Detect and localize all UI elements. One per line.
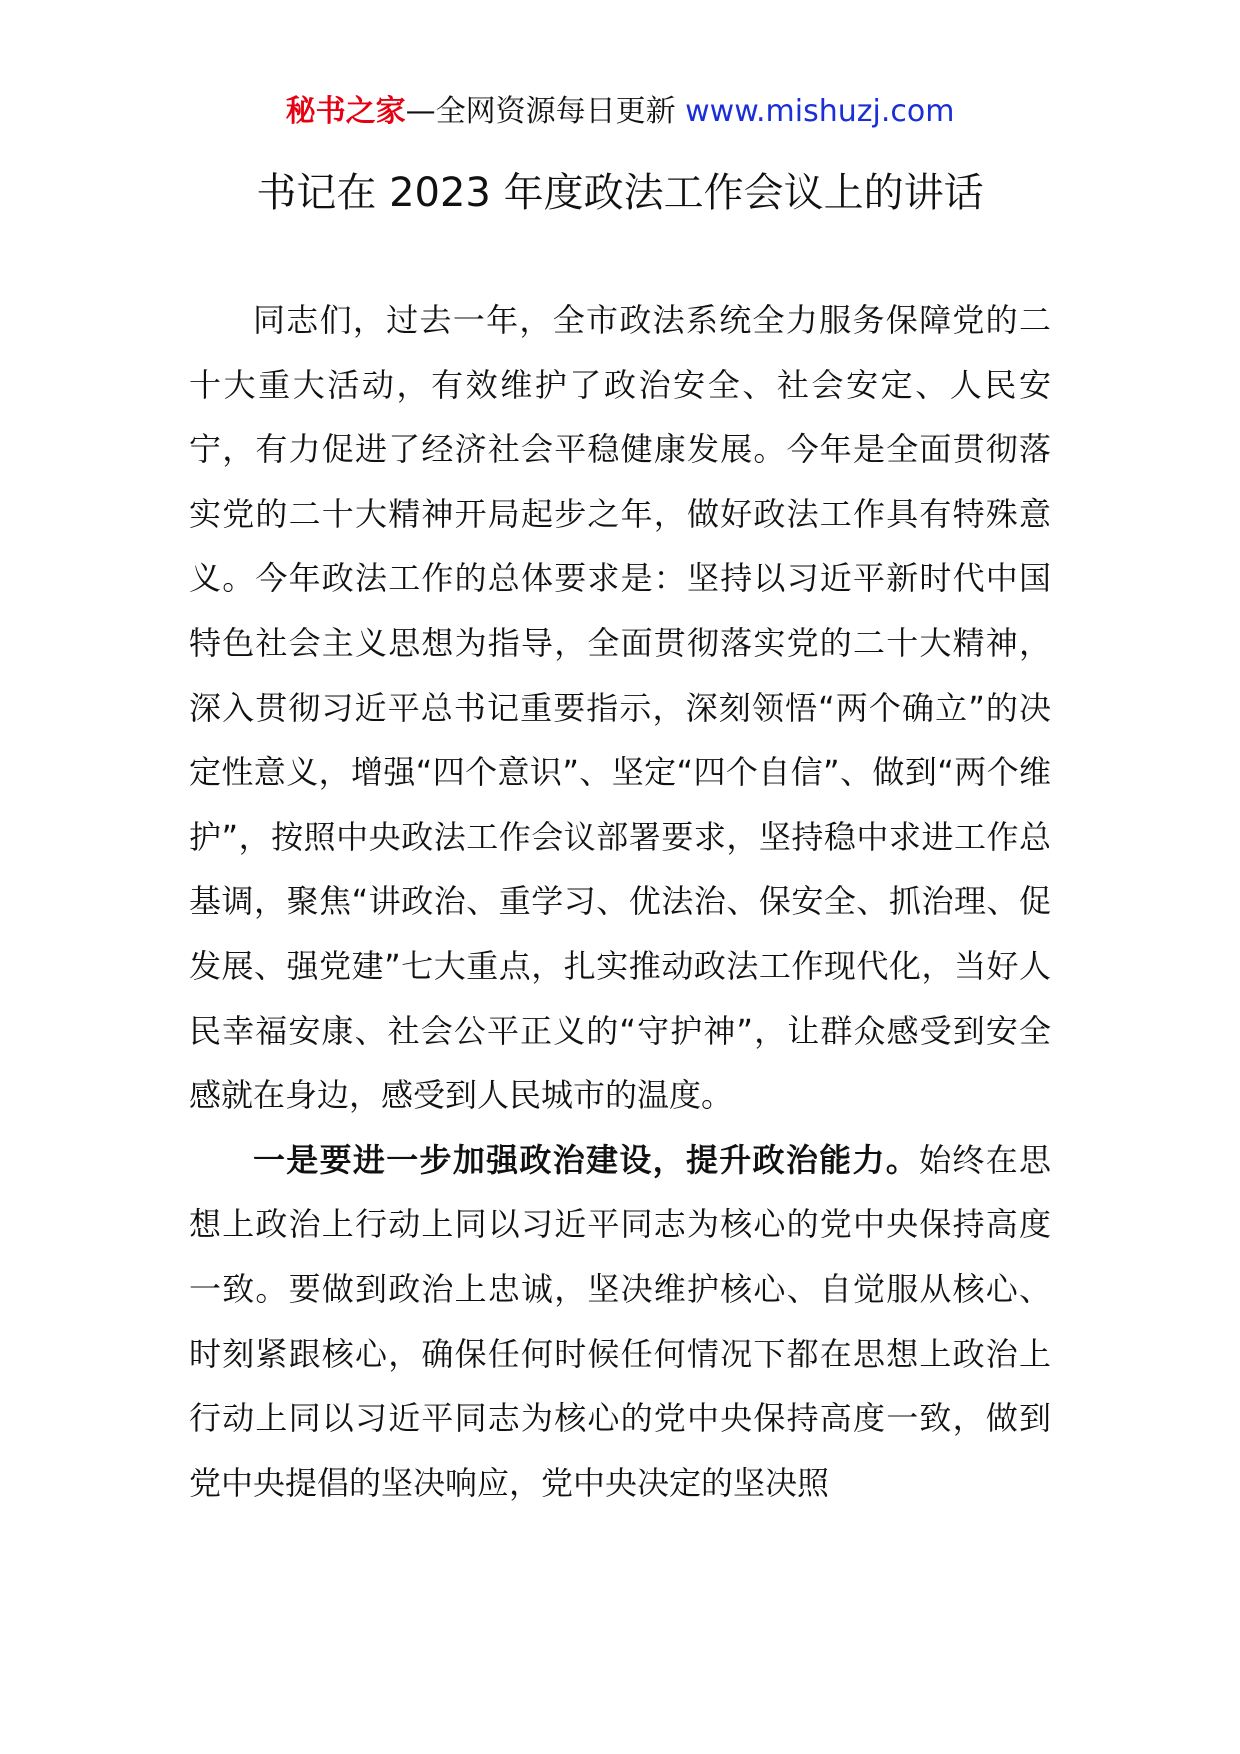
brand-name: 秘书之家 — [285, 94, 406, 129]
document-title: 书记在 2023 年度政法工作会议上的讲话 — [256, 170, 984, 216]
paragraph-point-one-text: 始终在思想上政治上行动上同以习近平同志为核心的党中央保持高度一致。要做到政治上忠诚，坚决维护核心、自觉服从核心、时刻紧跟核心，确保任何时候任何情况下都在思想上政治上行动上同以习近平同志为核心的党中央保持高度一致，做到党中央提倡的坚决响应，党中央决定的坚决照 — [189, 1140, 1051, 1502]
paragraph-intro — [189, 288, 1051, 1128]
document-body — [189, 288, 1051, 1515]
site-url-link[interactable]: www.mishuzj.com — [685, 94, 955, 129]
header-tagline: —全网资源每日更新 — [405, 94, 676, 129]
paragraph-point-one — [189, 1128, 1051, 1516]
site-header — [0, 92, 1240, 132]
paragraph-intro-text: 同志们，过去一年，全市政法系统全力服务保障党的二十大重大活动，有效维护了政治安全、社会安定、人民安宁，有力促进了经济社会平稳健康发展。今年是全面贯彻落实党的二十大精神开局起步之年，做好政法工作具有特殊意义。今年政法工作的总体要求是：坚持以习近平新时代中国特色社会主义思想为指导，全面贯彻落实党的二十大精神，深入贯彻习近平总书记重要指示，深刻领悟“两个确立”的决定性意义，增强“四个意识”、坚定“四个自信”、做到“两个维护”，按照中央政法工作会议部署要求，坚持稳中求进工作总基调，聚焦“讲政治、重学习、优法治、保安全、抓治理、促发展、强党建”七大重点，扎实推动政法工作现代化，当好人民幸福安康、社会公平正义的“守护神”，让群众感受到安全感就在身边，感受到人民城市的温度。 — [189, 301, 1051, 1115]
paragraph-point-one-lead: 一是要进一步加强政治建设，提升政治能力。 — [253, 1140, 920, 1179]
